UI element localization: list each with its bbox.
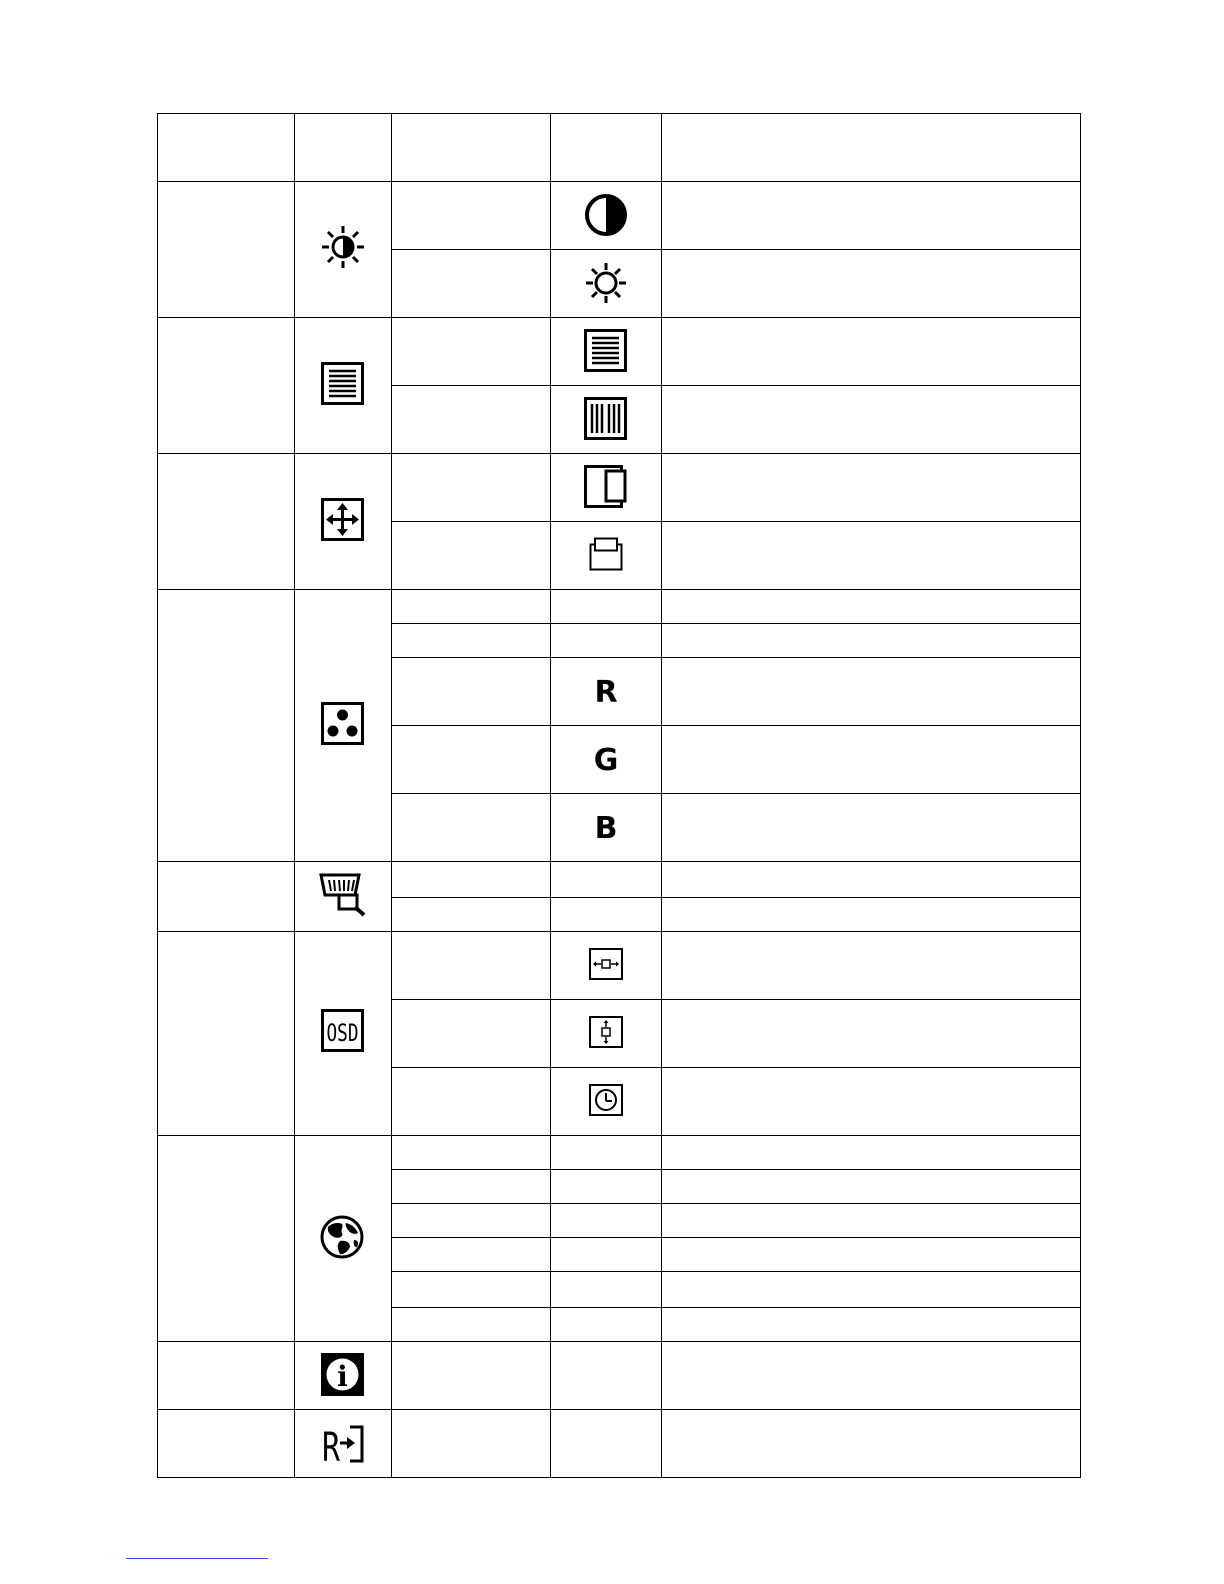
input-select-icon <box>319 873 367 917</box>
brightness-icon <box>584 261 628 305</box>
row-divider <box>157 589 1081 590</box>
subrow-divider <box>391 1307 1081 1308</box>
green-icon-text: G <box>593 743 619 778</box>
row-divider <box>157 453 1081 454</box>
information-icon-text: i <box>337 1360 348 1393</box>
language-globe-icon <box>320 1215 364 1259</box>
osd-icon-text: OSD <box>326 1019 359 1047</box>
information-icon <box>321 1353 364 1396</box>
subrow-divider <box>391 1237 1081 1238</box>
subrow-divider <box>391 725 1081 726</box>
row-divider <box>157 861 1081 862</box>
subrow-divider <box>391 521 1081 522</box>
subrow-divider <box>391 249 1081 250</box>
subrow-divider <box>391 1067 1081 1068</box>
reset-icon <box>320 1421 366 1471</box>
horizontal-lines-icon <box>584 329 627 372</box>
blue-icon <box>591 810 621 844</box>
color-dots-icon <box>321 702 364 745</box>
subrow-divider <box>391 1271 1081 1272</box>
row-divider <box>157 317 1081 318</box>
row-divider <box>157 1341 1081 1342</box>
osd-icon <box>321 1009 364 1052</box>
h-position-icon <box>584 465 628 509</box>
osd-timeout-clock-icon <box>589 1084 623 1116</box>
row-divider <box>157 181 1081 182</box>
position-arrows-icon <box>321 498 364 541</box>
subrow-divider <box>391 623 1081 624</box>
footer-link-underline[interactable] <box>126 1558 268 1559</box>
reset-icon-text: R <box>322 1425 341 1471</box>
subrow-divider <box>391 385 1081 386</box>
osd-menu-table <box>157 113 1081 1478</box>
v-position-icon <box>589 537 623 571</box>
table-border-top <box>157 113 1081 114</box>
vertical-bars-icon <box>584 397 627 440</box>
subrow-divider <box>391 793 1081 794</box>
subrow-divider <box>391 999 1081 1000</box>
image-setup-icon <box>321 362 364 405</box>
brightness-contrast-icon <box>320 224 366 270</box>
subrow-divider <box>391 897 1081 898</box>
osd-v-position-icon <box>589 1016 623 1048</box>
blue-icon-text: B <box>594 811 618 846</box>
subrow-divider <box>391 1169 1081 1170</box>
row-divider <box>157 1409 1081 1410</box>
subrow-divider <box>391 1203 1081 1204</box>
subrow-divider <box>391 657 1081 658</box>
contrast-icon <box>584 193 628 237</box>
green-icon <box>591 742 621 776</box>
red-icon <box>591 674 621 708</box>
row-divider <box>157 931 1081 932</box>
row-divider <box>157 1135 1081 1136</box>
table-border-bottom <box>157 1477 1081 1478</box>
osd-h-position-icon <box>589 948 623 980</box>
red-icon-text: R <box>594 675 618 710</box>
